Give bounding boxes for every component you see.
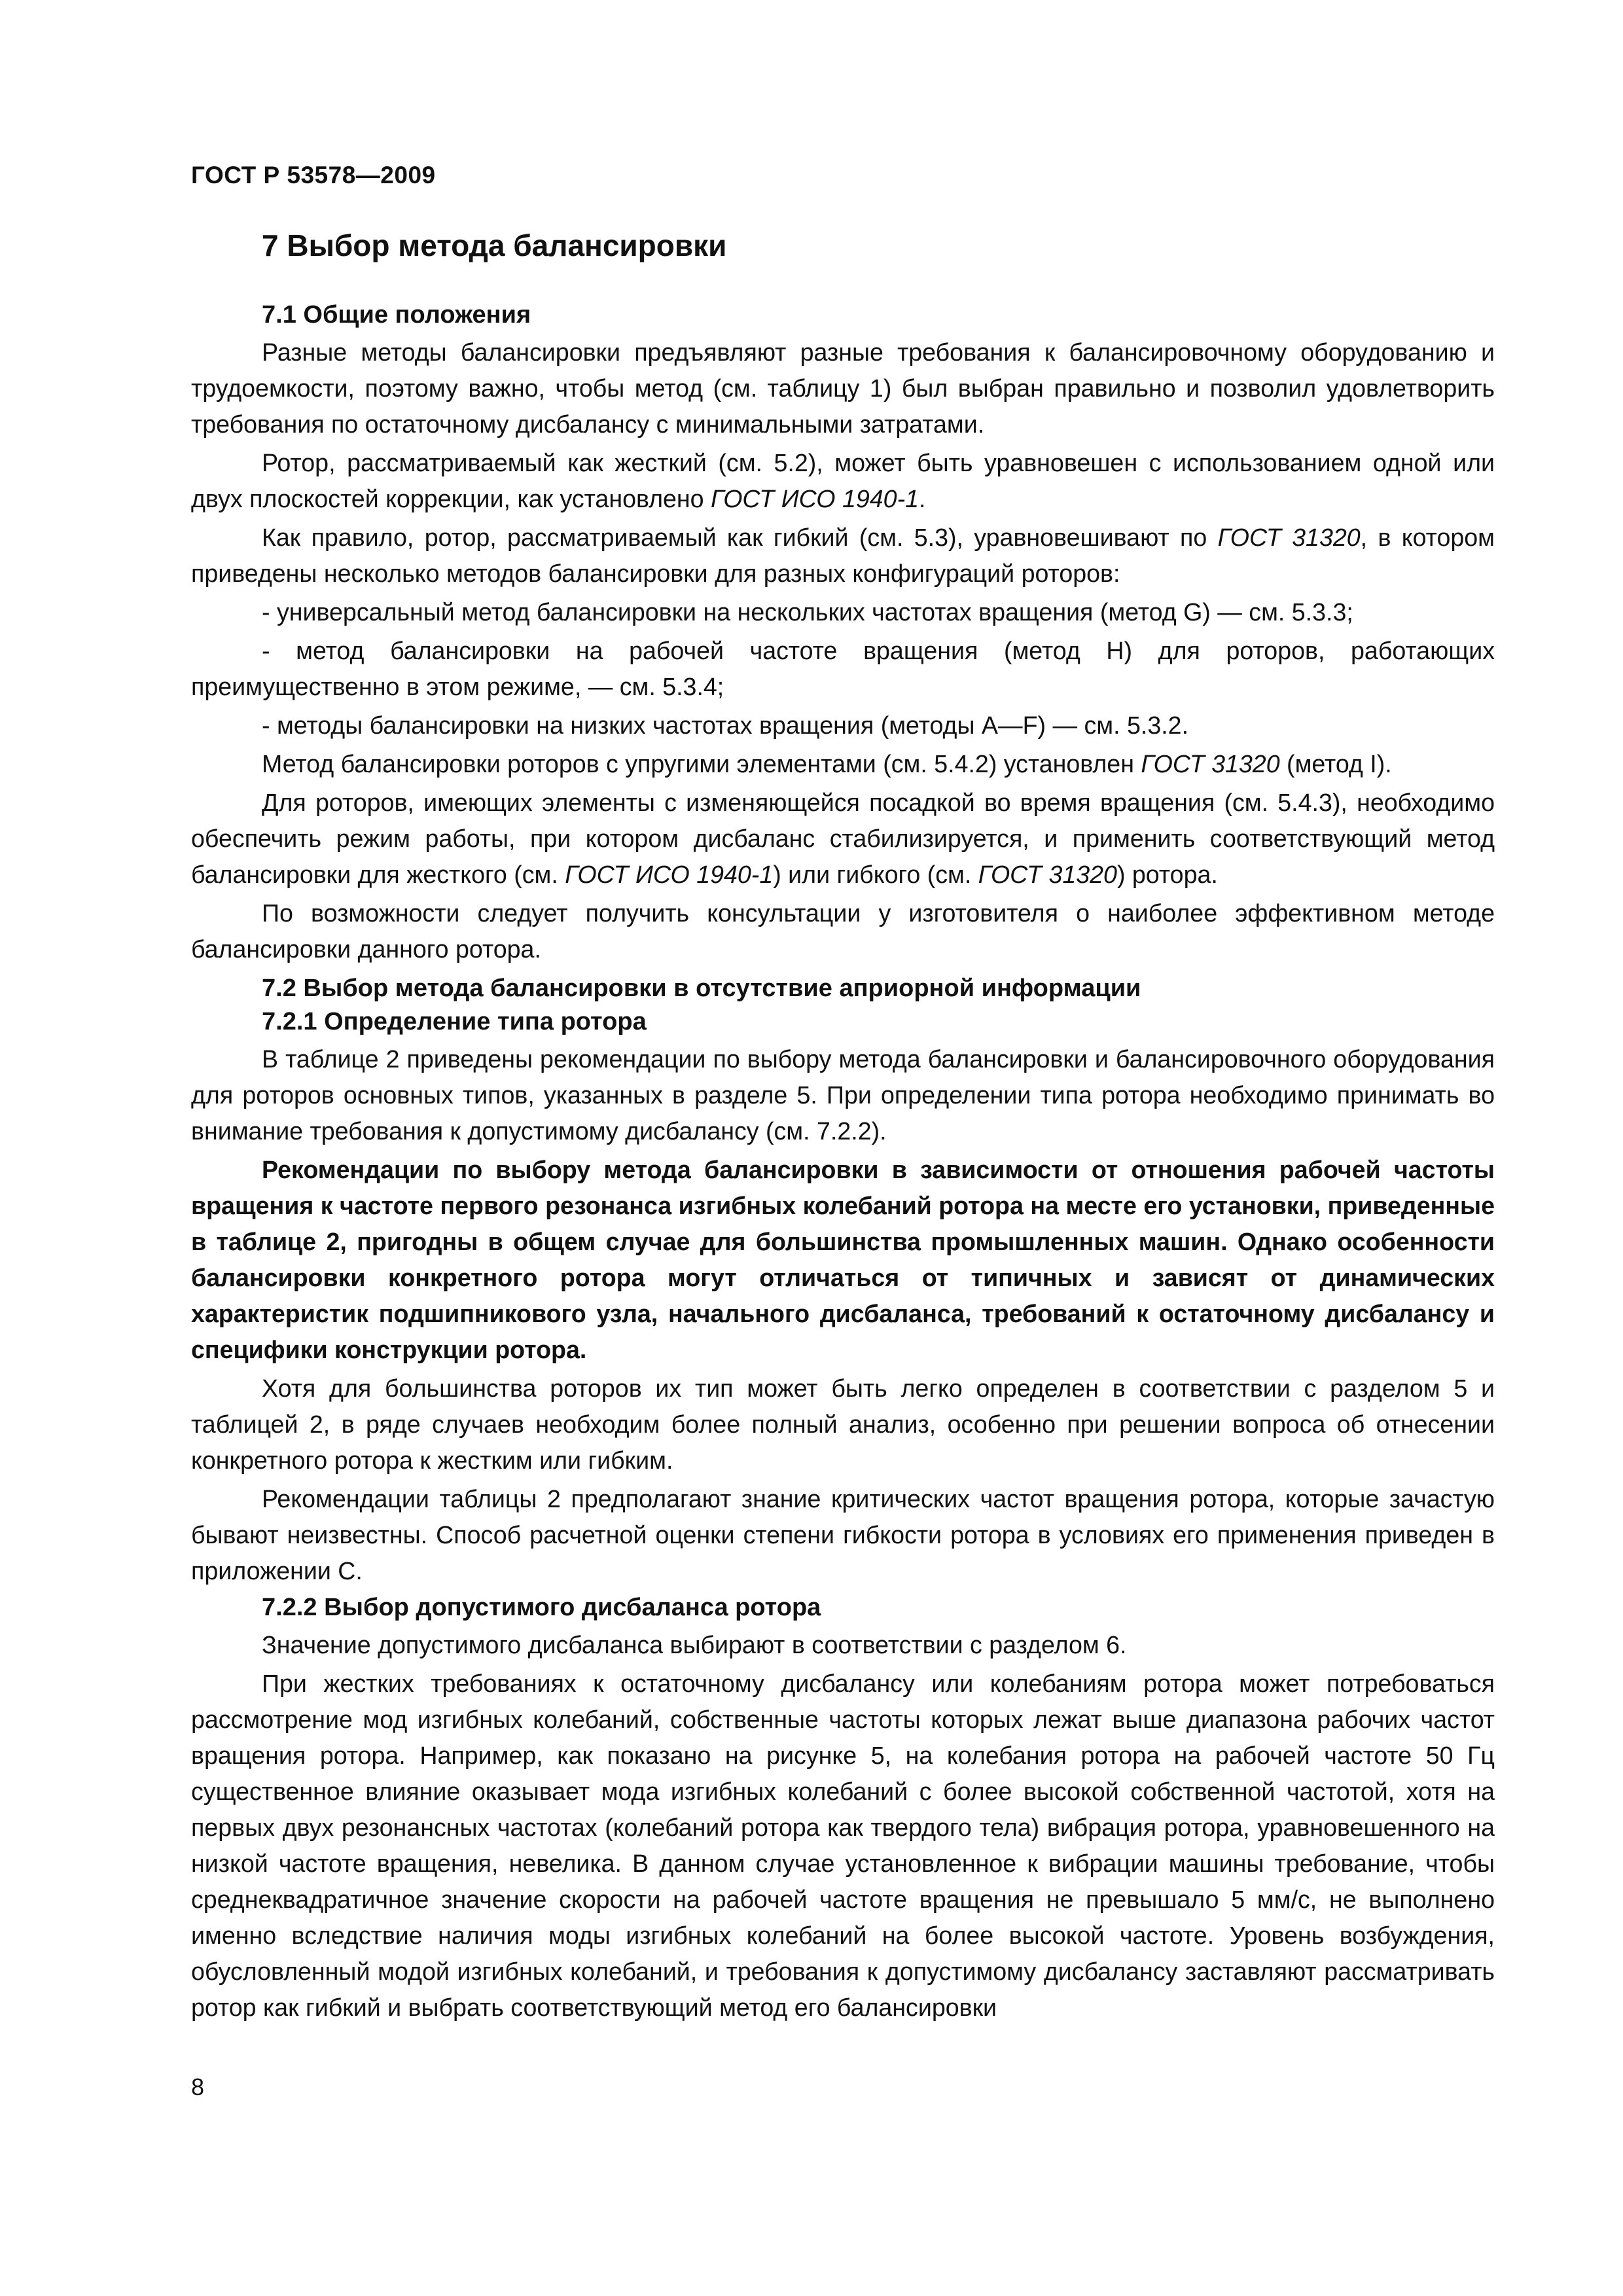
standard-reference: ГОСТ 31320 bbox=[1141, 749, 1280, 778]
paragraph: Для роторов, имеющих элементы с изменяющейся посадкой во время вращения (см. 5.4.3), необходимо обеспечить режим работы, при котором дисбаланс стабилизируется, и применить соответствующий метод балансировки для жесткого (см. ГОСТ ИСО 1940-1) или гибкого (см. ГОСТ 31320) ротора. bbox=[191, 788, 1495, 888]
paragraph: При жестких требованиях к остаточному дисбалансу или колебаниям ротора может потребоваться рассмотрение мод изгибных колебаний, собственные частоты которых лежат выше диапазона рабочих частот вращения ротора. Например, как показано на рисунке 5, на колебания ротора на рабочей частоте 50 Гц существенное влияние оказывает мода изгибных колебаний с более высокой собственной частотой, хотя на первых двух резонансных частотах (колебаний ротора как твердого тела) вибрация ротора, уравновешенного на низкой частоте вращения, невелика. В данном случае установленное к вибрации машины требование, чтобы среднеквадратичное значение скорости на рабочей частоте вращения не превышало 5 мм/с, не выполнено именно вследствие наличия моды изгибных колебаний на более высокой частоте. Уровень возбуждения, обусловленный модой изгибных колебаний, и требования к допустимому дисбалансу заставляют рассматривать ротор как гибкий и выбрать соответствующий метод его балансировки bbox=[191, 1669, 1495, 2021]
paragraph: Ротор, рассматриваемый как жесткий (см. 5.2), может быть уравновешен с использованием одной или двух плоскостей коррекции, как установлено ГОСТ ИСО 1940-1. bbox=[191, 448, 1495, 512]
list-item: - универсальный метод балансировки на нескольких частотах вращения (метод G) — см. 5.3.3; bbox=[262, 598, 1353, 626]
paragraph: Разные методы балансировки предъявляют разные требования к балансировочному оборудованию и трудоемкости, поэтому важно, чтобы метод (см. таблицу 1) был выбран правильно и позволил удовлетворить требования по остаточному дисбалансу с минимальными затратами. bbox=[191, 338, 1495, 438]
paragraph: Как правило, ротор, рассматриваемый как гибкий (см. 5.3), уравновешивают по ГОСТ 31320, в котором приведены несколько методов балансировки для разных конфигураций роторов: bbox=[191, 523, 1495, 587]
list-item: - методы балансировки на низких частотах вращения (методы A—F) — см. 5.3.2. bbox=[262, 711, 1189, 739]
section-7-1-title: 7.1 Общие положения bbox=[262, 301, 531, 329]
paragraph: В таблице 2 приведены рекомендации по выбору метода балансировки и балансировочного оборудования для роторов основных типов, указанных в разделе 5. При определении типа ротора необходимо принимать во внимание требования к допустимому дисбалансу (см. 7.2.2). bbox=[191, 1045, 1495, 1145]
standard-reference: ГОСТ ИСО 1940-1 bbox=[565, 860, 774, 888]
bold-paragraph: Рекомендации по выбору метода балансировки в зависимости от отношения рабочей частоты вращения к частоте первого резонанса изгибных колебаний ротора на месте его установки, приведенные в таблице 2, пригодны в общем случае для большинства промышленных машин. Однако особенности балансировки конкретного ротора могут отличаться от типичных и зависят от динамических характеристик подшипникового узла, начального дисбаланса, требований к остаточному дисбалансу и специфики конструкции ротора. bbox=[191, 1155, 1495, 1363]
paragraph: Метод балансировки роторов с упругими элементами (см. 5.4.2) установлен ГОСТ 31320 (метод I). bbox=[262, 749, 1392, 778]
page-number: 8 bbox=[191, 2073, 205, 2100]
section-7-title: 7 Выбор метода балансировки bbox=[262, 228, 727, 262]
page-content bbox=[191, 228, 1495, 2028]
section-7-2-1-title: 7.2.1 Определение типа ротора bbox=[262, 1008, 647, 1036]
paragraph: Значение допустимого дисбаланса выбирают в соответствии с разделом 6. bbox=[262, 1630, 1127, 1659]
section-7-2-title: 7.2 Выбор метода балансировки в отсутствие априорной информации bbox=[262, 974, 1141, 1002]
standard-reference: ГОСТ 31320 bbox=[978, 860, 1117, 888]
standard-code-header: ГОСТ Р 53578—2009 bbox=[191, 162, 436, 188]
section-7-2-2-title: 7.2.2 Выбор допустимого дисбаланса ротора bbox=[262, 1593, 821, 1621]
paragraph: Хотя для большинства роторов их тип может быть легко определен в соответствии с разделом 5 и таблицей 2, в ряде случаев необходим более полный анализ, особенно при решении вопроса об отнесении конкретного ротора к жестким или гибким. bbox=[191, 1374, 1495, 1474]
list-item: - метод балансировки на рабочей частоте вращения (метод H) для роторов, работающих преимущественно в этом режиме, — см. 5.3.4; bbox=[191, 636, 1495, 700]
standard-reference: ГОСТ 31320 bbox=[1217, 523, 1361, 551]
paragraph: По возможности следует получить консультации у изготовителя о наиболее эффективном методе балансировки данного ротора. bbox=[191, 899, 1495, 963]
paragraph: Рекомендации таблицы 2 предполагают знание критических частот вращения ротора, которые зачастую бывают неизвестны. Способ расчетной оценки степени гибкости ротора в условиях его применения приведен в приложении С. bbox=[191, 1484, 1495, 1585]
standard-reference: ГОСТ ИСО 1940-1 bbox=[711, 484, 919, 512]
